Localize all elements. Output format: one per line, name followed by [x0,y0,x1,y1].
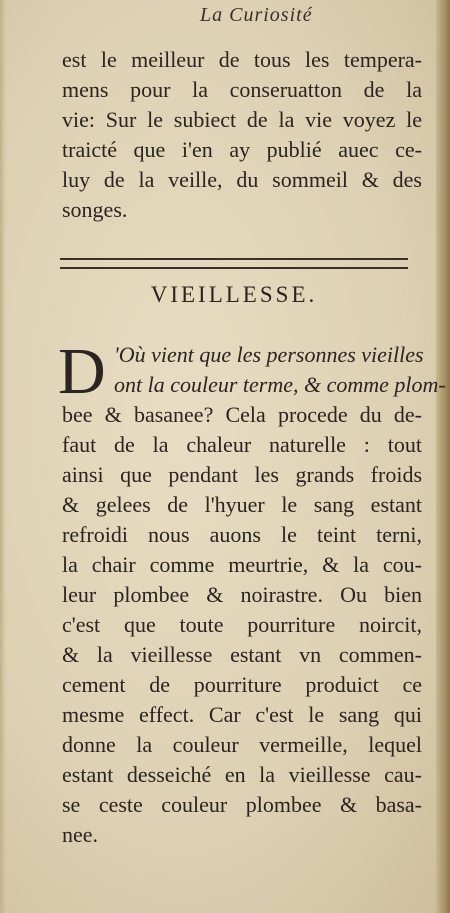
text-line: ainsi que pendant les grands froids [62,462,422,487]
text-line: leur plombee & noirastre. Ou bien [62,582,422,607]
text-line: refroidi nous auons le teint terni, [62,522,422,547]
text-line: se ceste couleur plombee & basa- [62,792,422,817]
text-line: luy de la veille, du sommeil & des [62,167,422,192]
section-title: VIEILLESSE. [150,282,318,307]
page-edge-left [0,0,6,913]
text-line: faut de la chaleur naturelle : tout [62,432,422,457]
text-line: mesme effect. Car c'est le sang qui [62,702,422,727]
running-head: La Curiosité [200,4,313,26]
text-line: bee & basanee? Cela procede du de- [62,402,422,427]
text-line: estant desseiché en la vieillesse cau- [62,762,422,787]
drop-cap: D [58,335,106,408]
text-line: vie: Sur le subiect de la vie voyez le [62,107,422,132]
top-paragraph [62,45,422,225]
text-line: ont la couleur terme, & comme plom- [114,372,446,397]
text-line: traicté que i'en ay publié auec ce- [62,137,422,162]
section-divider [60,258,408,269]
text-line: c'est que toute pourriture noircit, [62,612,422,637]
page-edge-right [436,0,450,913]
text-line: & gelees de l'hyuer le sang estant [62,492,422,517]
text-line: & la vieillesse estant vn commen- [62,642,422,667]
text-line: mens pour la conseruatton de la [62,77,422,102]
text-line: nee. [62,822,99,847]
text-line: est le meilleur de tous les tempera- [62,47,422,72]
text-line: donne la couleur vermeille, lequel [62,732,422,757]
text-line: 'Où vient que les personnes vieilles [114,342,424,367]
text-line: songes. [62,197,128,222]
text-line: la chair comme meurtrie, & la cou- [62,552,422,577]
body-paragraph [62,340,446,850]
text-line: cement de pourriture produict ce [62,672,422,697]
